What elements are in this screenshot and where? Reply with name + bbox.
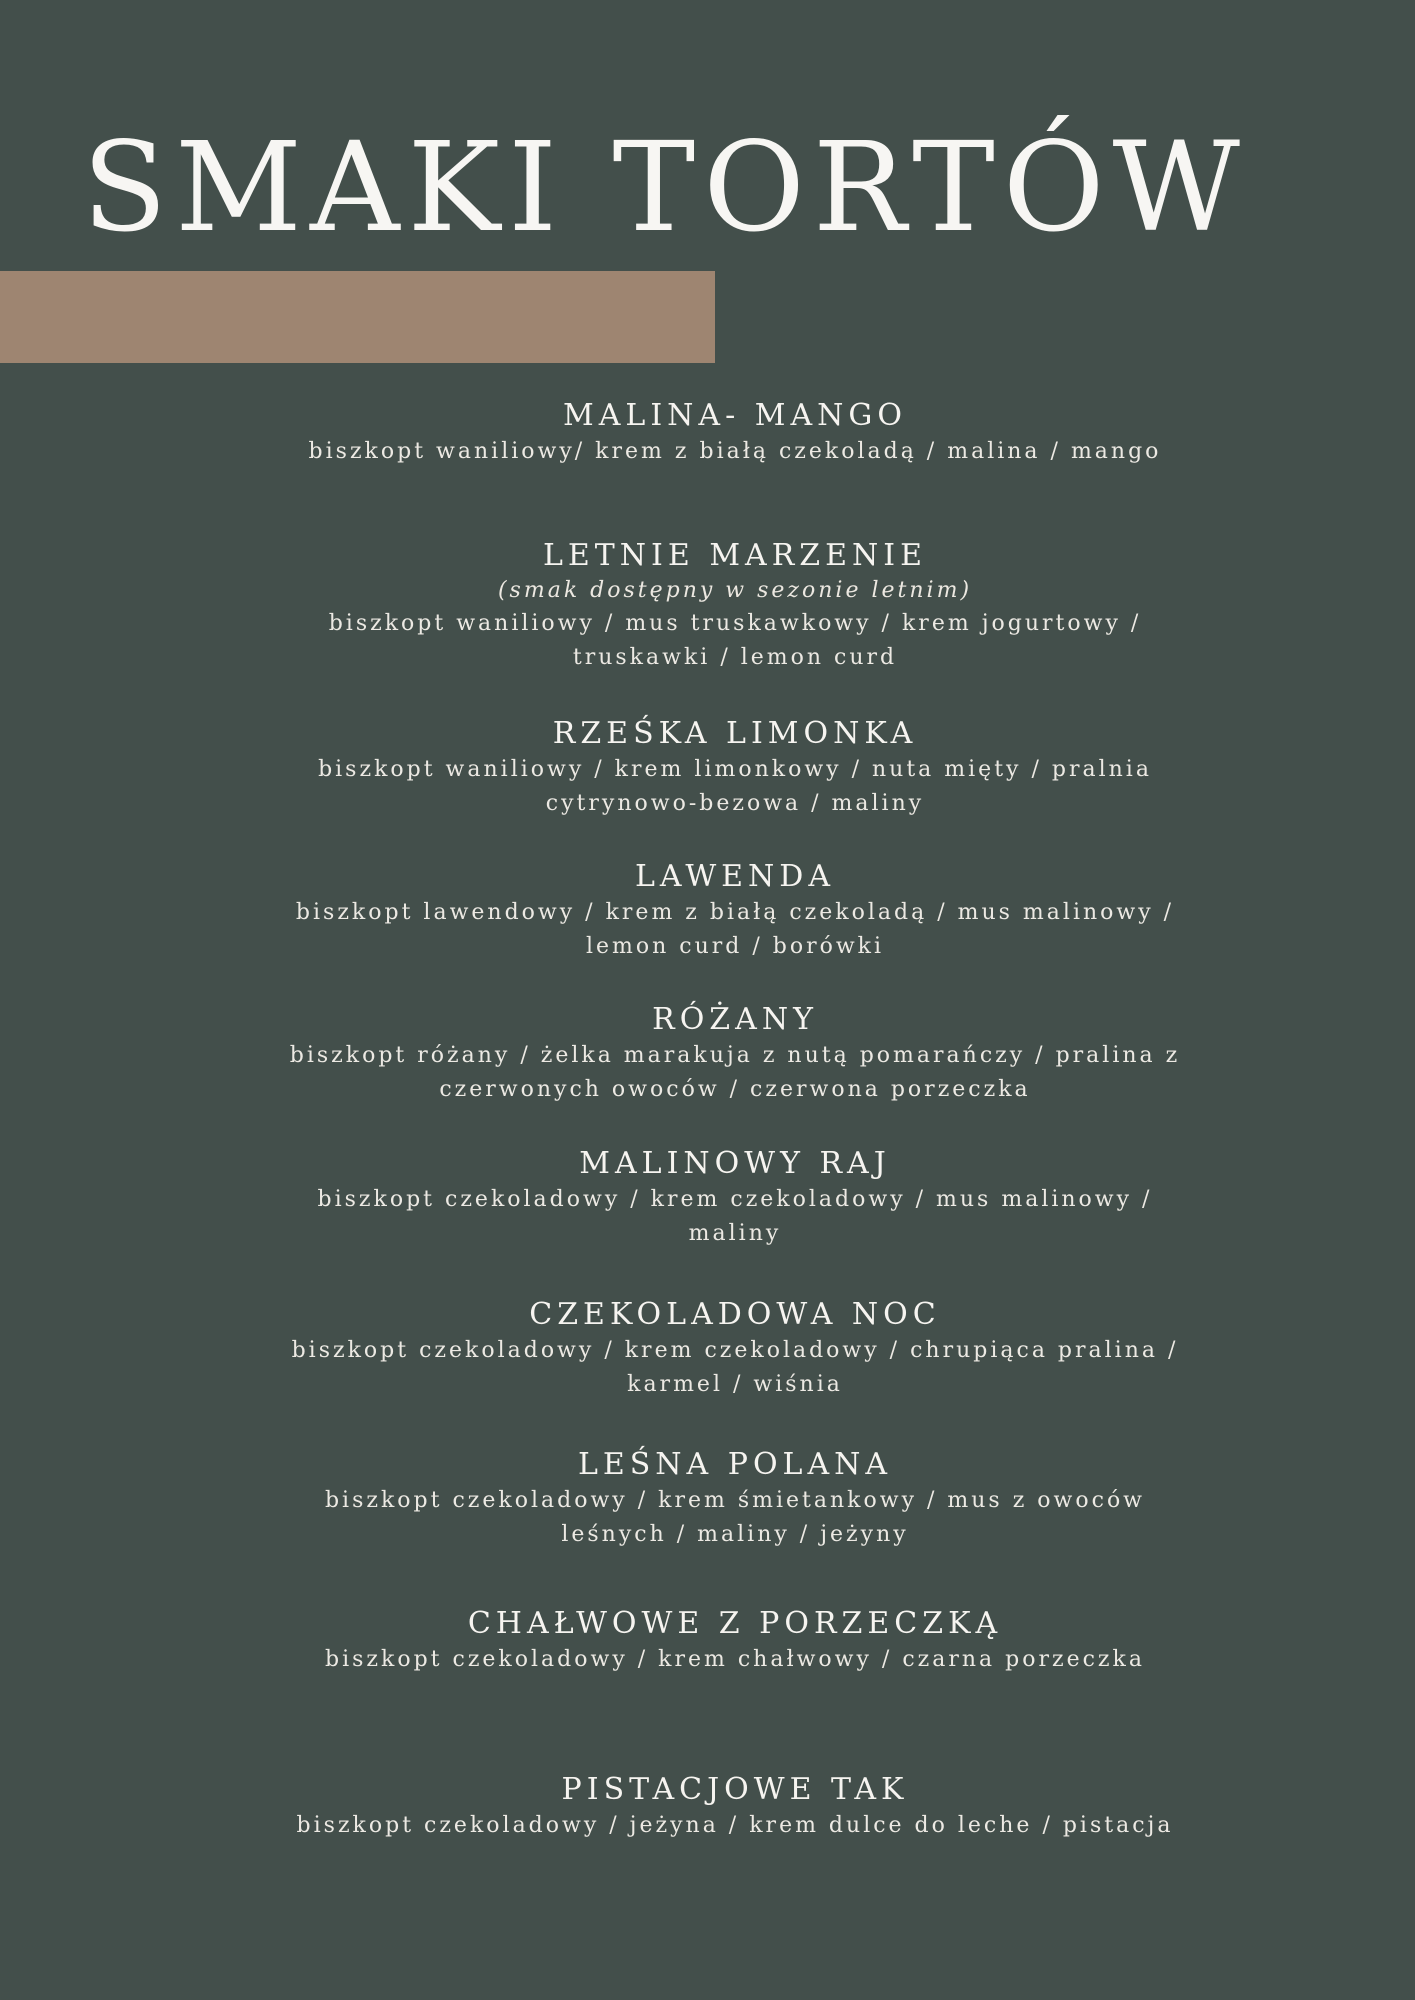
flavor-item (240, 1446, 1230, 1552)
flavor-name: MALINOWY RAJ (579, 1146, 891, 1181)
flavor-item (240, 1001, 1230, 1107)
flavor-name: MALINA- MANGO (563, 398, 907, 433)
flavor-description: biszkopt różany / żelka marakuja z nutą pomarańczy / pralina z czerwonych owoców / czerwona porzeczka (289, 1043, 1181, 1102)
flavor-name: CHAŁWOWE Z PORZECZKĄ (467, 1606, 1003, 1641)
accent-band (0, 271, 715, 363)
flavor-item (240, 1296, 1230, 1402)
flavor-description: biszkopt czekoladowy / krem czekoladowy / mus malinowy / maliny (317, 1187, 1153, 1246)
flavor-description: biszkopt czekoladowy / krem chałwowy / czarna porzeczka (325, 1647, 1145, 1672)
flavor-description: biszkopt czekoladowy / krem śmietankowy / mus z owoców leśnych / maliny / jeżyny (324, 1488, 1146, 1547)
flavor-item (240, 1771, 1230, 1843)
flavor-note: (smak dostępny w sezonie letnim) (497, 578, 973, 603)
flavor-name: LAWENDA (634, 859, 836, 894)
flavor-item (240, 1145, 1230, 1251)
flavor-description: biszkopt czekoladowy / krem czekoladowy / chrupiąca pralina / karmel / wiśnia (291, 1338, 1179, 1397)
flavor-item (240, 397, 1230, 469)
flavor-item (240, 1605, 1230, 1677)
flavor-item (240, 715, 1230, 821)
flavor-name: CZEKOLADOWA NOC (529, 1297, 941, 1332)
flavor-name: LETNIE MARZENIE (542, 538, 928, 573)
flavor-description: biszkopt waniliowy / mus truskawkowy / krem jogurtowy / truskawki / lemon curd (328, 611, 1142, 670)
flavor-description: biszkopt waniliowy / krem limonkowy / nuta mięty / pralnia cytrynowo-bezowa / maliny (318, 757, 1152, 816)
flavor-name: LEŚNA POLANA (577, 1447, 893, 1482)
flavor-item (240, 537, 1230, 675)
page-title: SMAKI TORTÓW (82, 116, 1248, 260)
flavor-item (240, 858, 1230, 964)
flavor-name: PISTACJOWE TAK (561, 1772, 909, 1807)
flavor-name: RZEŚKA LIMONKA (552, 716, 918, 751)
flavor-description: biszkopt waniliowy/ krem z białą czekoladą / malina / mango (308, 439, 1162, 464)
flavor-name: RÓŻANY (652, 1002, 818, 1037)
flavor-description: biszkopt czekoladowy / jeżyna / krem dulce do leche / pistacja (296, 1813, 1174, 1838)
flavor-description: biszkopt lawendowy / krem z białą czekoladą / mus malinowy / lemon curd / borówki (295, 900, 1175, 959)
